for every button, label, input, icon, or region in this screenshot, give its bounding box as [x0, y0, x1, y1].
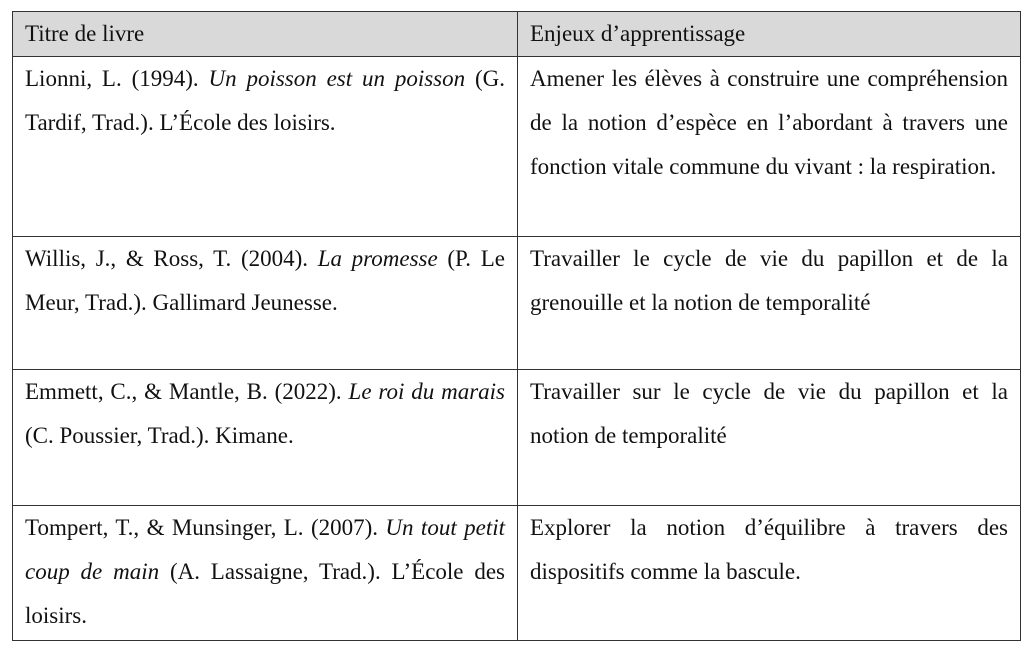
book-title: Un poisson est un poisson [208, 66, 466, 91]
book-publication: (A. Lassaigne, Trad.). L’École des loisirs. [25, 559, 506, 628]
book-cell [13, 57, 518, 237]
book-title: Un tout petit coup de main [25, 515, 505, 584]
header-book-title: Titre de livre [13, 12, 518, 57]
header-learning-stakes: Enjeux d’apprentissage [518, 12, 1021, 57]
book-cell [13, 506, 518, 641]
book-cell [13, 237, 518, 370]
table-row [13, 370, 1021, 506]
header-row [13, 12, 1021, 57]
stakes-cell: Travailler le cycle de vie du papillon et de la grenouille et la notion de temporalité [518, 237, 1021, 370]
book-authors-year: Willis, J., & Ross, T. (2004). [25, 246, 318, 271]
book-publication: (G. Tardif, Trad.). L’École des loisirs. [25, 66, 505, 135]
bibliography-table [12, 11, 1021, 641]
table-row [13, 237, 1021, 370]
book-title: Le roi du marais [348, 379, 506, 404]
book-authors-year: Emmett, C., & Mantle, B. (2022). [25, 379, 349, 404]
stakes-cell: Travailler sur le cycle de vie du papillon et la notion de temporalité [518, 370, 1021, 506]
table-row [13, 506, 1021, 641]
book-authors-year: Tompert, T., & Munsinger, L. (2007). [25, 515, 386, 540]
book-publication: (C. Poussier, Trad.). Kimane. [25, 423, 294, 448]
table-row [13, 57, 1021, 237]
book-publication: (P. Le Meur, Trad.). Gallimard Jeunesse. [25, 246, 505, 315]
book-cell [13, 370, 518, 506]
stakes-cell: Amener les élèves à construire une compréhension de la notion d’espèce en l’abordant à travers une fonction vitale commune du vivant : la respiration. [518, 57, 1021, 237]
book-authors-year: Lionni, L. (1994). [25, 66, 209, 91]
book-title: La promesse [317, 246, 438, 271]
stakes-cell: Explorer la notion d’équilibre à travers des dispositifs comme la bascule. [518, 506, 1021, 641]
